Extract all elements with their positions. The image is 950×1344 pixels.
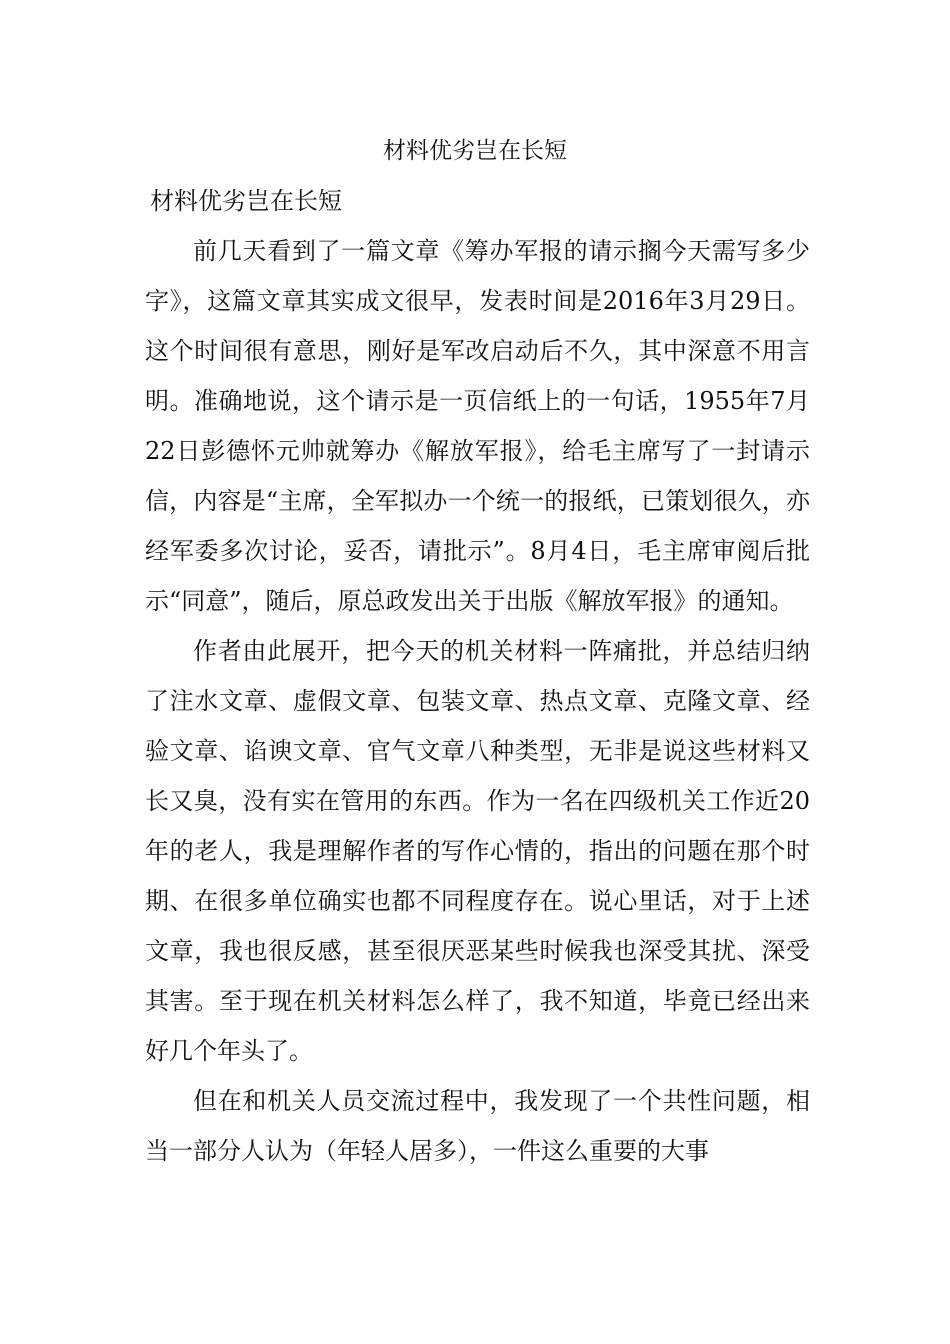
paragraph-3: 但在和机关人员交流过程中，我发现了一个共性问题，相当一部分人认为（年轻人居多），一件这么重要的大事: [145, 1087, 810, 1165]
paragraph-2: 作者由此展开，把今天的机关材料一阵痛批，并总结归纳了注水文章、虚假文章、包装文章、热点文章、克隆文章、经验文章、谄谀文章、官气文章八种类型，无非是说这些材料又长又臭，没有实在管用的东西。作为一名在四级机关工作近20年的老人，我是理解作者的写作心情的，指出的问题在那个时期、在很多单位确实也都不同程度存在。说心里话，对于上述文章，我也很反感，甚至很厌恶某些时候我也深受其扰、深受其害。至于现在机关材料怎么样了，我不知道，毕竟已经出来好几个年头了。: [145, 637, 810, 1065]
document-title: 材料优劣岂在长短: [383, 138, 567, 164]
document-body: [145, 226, 810, 1176]
paragraph-1: 前几天看到了一篇文章《筹办军报的请示搁今天需写多少字》，这篇文章其实成文很早，发表时间是2016年3月29日。这个时间很有意思，刚好是军改启动后不久，其中深意不用言明。准确地说，这个请示是一页信纸上的一句话，1955年7月22日彭德怀元帅就筹办《解放军报》，给毛主席写了一封请示信，内容是“主席，全军拟办一个统一的报纸，已策划很久，亦经军委多次讨论，妥否，请批示”。8月4日，毛主席审阅后批示“同意”，随后，原总政发出关于出版《解放军报》的通知。: [145, 237, 810, 615]
document-subtitle: 材料优劣岂在长短: [150, 187, 342, 215]
